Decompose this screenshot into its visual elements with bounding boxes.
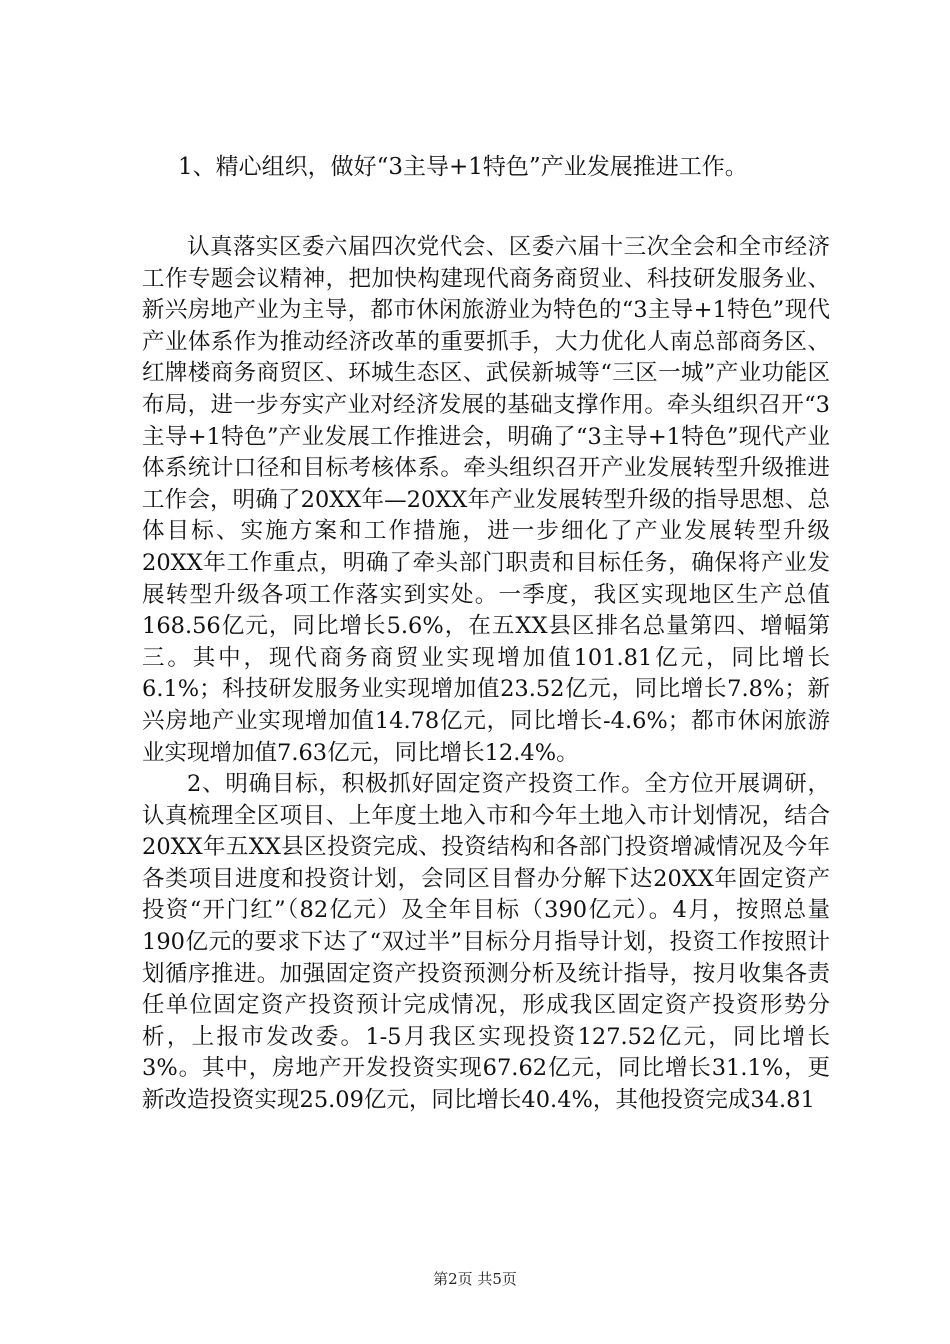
- body-text: [142, 232, 830, 1117]
- paragraph-industry: 认真落实区委六届四次党代会、区委六届十三次全会和全市经济工作专题会议精神，把加快构建现代商务商贸业、科技研发服务业、新兴房地产业为主导，都市休闲旅游业为特色的“3主导+1特色”现代产业体系作为推动经济改革的重要抓手，大力优化人南总部商务区、红牌楼商务商贸区、环城生态区、武侯新城等“三区一城”产业功能区布局，进一步夯实产业对经济发展的基础支撑作用。牵头组织召开“3主导+1特色”产业发展工作推进会，明确了“3主导+1特色”现代产业体系统计口径和目标考核体系。牵头组织召开产业发展转型升级推进工作会，明确了20XX年—20XX年产业发展转型升级的指导思想、总体目标、实施方案和工作措施，进一步细化了产业发展转型升级20XX年工作重点，明确了牵头部门职责和目标任务，确保将产业发展转型升级各项工作落实到实处。一季度，我区实现地区生产总值168.56亿元，同比增长5.6%，在五XX县区排名总量第四、增幅第三。其中，现代商务商贸业实现增加值101.81亿元，同比增长6.1%；科技研发服务业实现增加值23.52亿元，同比增长7.8%；新兴房地产业实现增加值14.78亿元，同比增长-4.6%；都市休闲旅游业实现增加值7.63亿元，同比增长12.4%。: [142, 234, 830, 766]
- paragraph-investment: 2、明确目标，积极抓好固定资产投资工作。全方位开展调研，认真梳理全区项目、上年度土地入市和今年土地入市计划情况，结合20XX年五XX县区投资完成、投资结构和各部门投资增减情况及今年各类项目进度和投资计划，会同区目督办分解下达20XX年固定资产投资“开门红”（82亿元）及全年目标（390亿元）。4月，按照总量190亿元的要求下达了“双过半”目标分月指导计划，投资工作按照计划循序推进。加强固定资产投资预测分析及统计指导，按月收集各责任单位固定资产投资预计完成情况，形成我区固定资产投资形势分析，上报市发改委。1-5月我区实现投资127.52亿元，同比增长3%。其中，房地产开发投资实现67.62亿元，同比增长31.1%，更新改造投资实现25.09亿元，同比增长40.4%，其他投资完成34.81: [142, 771, 830, 1114]
- section-heading: 1、精心组织，做好“3主导+1特色”产业发展推进工作。: [178, 154, 748, 180]
- page-footer: 第2页 共5页: [433, 1270, 517, 1288]
